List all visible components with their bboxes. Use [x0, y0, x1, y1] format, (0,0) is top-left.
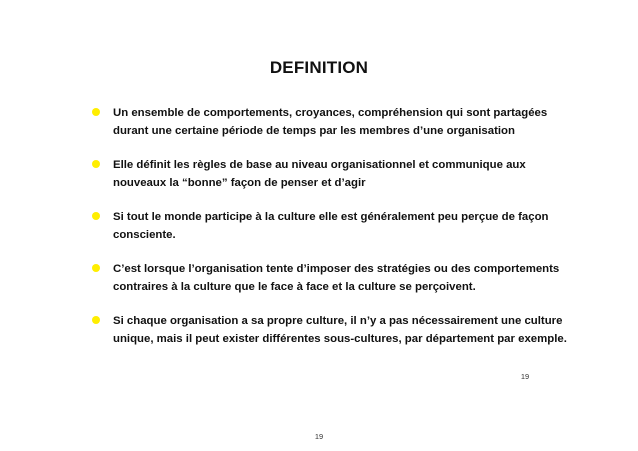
bullet-text: Elle définit les règles de base au niveau organisationnel et communique aux nouveaux la “bonne” façon de penser et d’agir: [113, 159, 526, 189]
slide-page-number: 19: [520, 372, 530, 381]
bullet-dot-icon: [92, 212, 100, 220]
bullet-list: [90, 104, 570, 348]
bullet-dot-icon: [92, 316, 100, 324]
bullet-text: Un ensemble de comportements, croyances, compréhension qui sont partagées durant une certaine période de temps par les membres d’une organisation: [113, 107, 548, 137]
bullet-dot-icon: [92, 108, 100, 116]
bullet-dot-icon: [92, 264, 100, 272]
bullet-text: Si chaque organisation a sa propre culture, il n’y a pas nécessairement une culture unique, mais il peut exister différentes sous-cultures, par département par exemple.: [113, 315, 567, 345]
list-item: [90, 104, 570, 140]
list-item: [90, 156, 570, 192]
bullet-text: C’est lorsque l’organisation tente d’imposer des stratégies ou des comportements contraires à la culture que le face à face et la culture se perçoivent.: [113, 263, 560, 293]
slide-title: DEFINITION: [269, 58, 369, 77]
list-item: [90, 208, 570, 244]
list-item: [90, 260, 570, 296]
bullet-dot-icon: [92, 160, 100, 168]
bullet-text: Si tout le monde participe à la culture elle est généralement peu perçue de façon consciente.: [113, 211, 549, 241]
page-number: 19: [314, 432, 324, 441]
list-item: [90, 312, 570, 348]
